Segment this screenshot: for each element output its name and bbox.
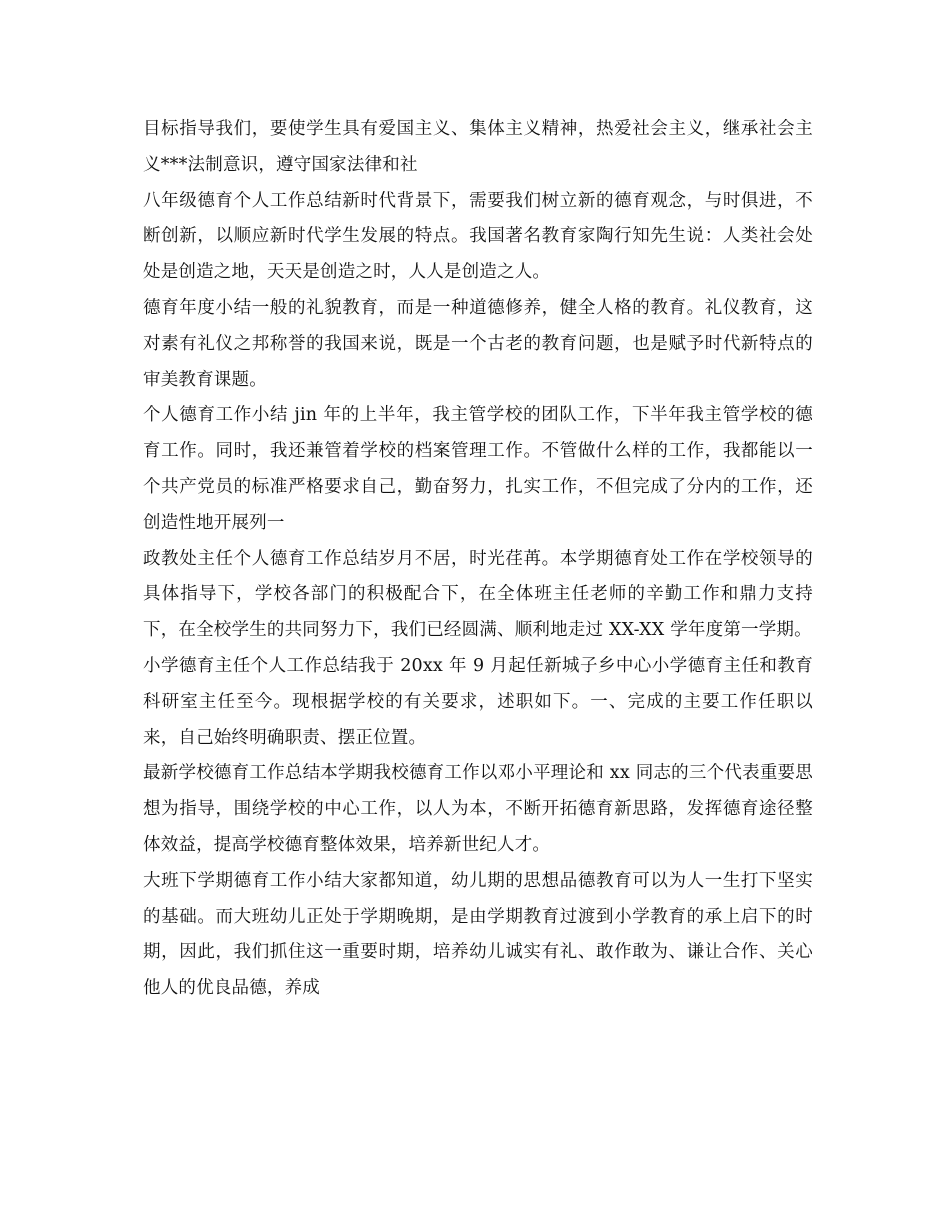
paragraph-5: 政教处主任个人德育工作总结岁月不居，时光荏苒。本学期德育处工作在学校领导的具体指导下，学校各部门的积极配合下，在全体班主任老师的辛勤工作和鼎力支持下，在全校学生的共同努力下，我们已经圆满、顺利地走过 XX-XX 学年度第一学期。 [143, 548, 813, 641]
paragraph-4: 个人德育工作小结 jin 年的上半年，我主管学校的团队工作，下半年我主管学校的德育工作。同时，我还兼管着学校的档案管理工作。不管做什么样的工作，我都能以一个共产党员的标准严格要求自己，勤奋努力，扎实工作，不但完成了分内的工作，还创造性地开展列一 [143, 405, 813, 533]
paragraph-2: 八年级德育个人工作总结新时代背景下，需要我们树立新的德育观念，与时俱进，不断创新，以顺应新时代学生发展的特点。我国著名教育家陶行知先生说：人类社会处处是创造之地，天天是创造之时，人人是创造之人。 [143, 190, 813, 283]
paragraph-7: 最新学校德育工作总结本学期我校德育工作以邓小平理论和 xx 同志的三个代表重要思想为指导，围绕学校的中心工作，以人为本，不断开拓德育新思路，发挥德育途径整体效益，提高学校德育整体效果，培养新世纪人才。 [143, 763, 813, 855]
paragraph-6: 小学德育主任个人工作总结我于 20xx 年 9 月起任新城子乡中心小学德育主任和教育科研室主任至今。现根据学校的有关要求，述职如下。一、完成的主要工作任职以来，自己始终明确职责、摆正位置。 [143, 655, 813, 748]
paragraph-8: 大班下学期德育工作小结大家都知道，幼儿期的思想品德教育可以为人一生打下坚实的基础。而大班幼儿正处于学期晚期，是由学期教育过渡到小学教育的承上启下的时期，因此，我们抓住这一重要时期，培养幼儿诚实有礼、敢作敢为、谦让合作、关心他人的优良品德，养成 [143, 870, 813, 999]
paragraph-3: 德育年度小结一般的礼貌教育，而是一种道德修养，健全人格的教育。礼仪教育，这对素有礼仪之邦称誉的我国来说，既是一个古老的教育问题，也是赋予时代新特点的审美教育课题。 [143, 297, 813, 390]
paragraph-1: 目标指导我们，要使学生具有爱国主义、集体主义精神，热爱社会主义，继承社会主义***法制意识，遵守国家法律和社 [143, 119, 813, 175]
document-body [143, 112, 813, 1007]
